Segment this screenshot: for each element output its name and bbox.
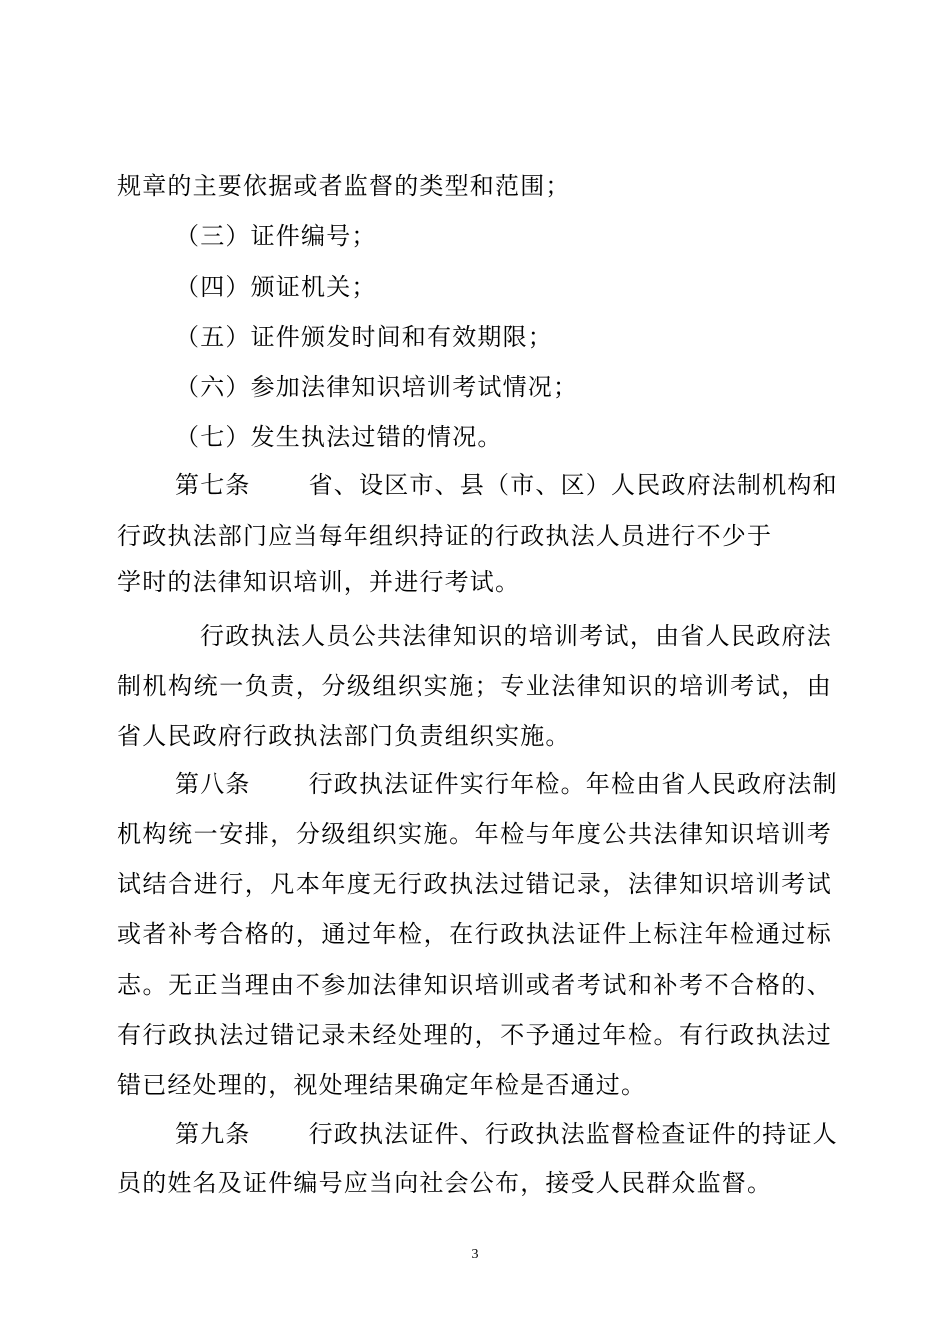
paragraph-line: 制机构统一负责，分级组织实施；专业法律知识的培训考试，由 bbox=[117, 672, 832, 700]
list-item: （三）证件编号； bbox=[175, 222, 377, 250]
paragraph-line: 志。无正当理由不参加法律知识培训或者考试和补考不合格的、 bbox=[117, 971, 832, 999]
list-item: （五）证件颁发时间和有效期限； bbox=[175, 323, 553, 351]
text-line: 行政执法部门应当每年组织持证的行政执法人员进行不少于 bbox=[117, 522, 773, 550]
article-seven-label: 第七条 bbox=[175, 471, 251, 499]
list-item: （七）发生执法过错的情况。 bbox=[175, 423, 503, 451]
text-line: 学时的法律知识培训，并进行考试。 bbox=[117, 568, 521, 596]
page-number: 3 bbox=[471, 1247, 479, 1262]
paragraph-line: 错已经处理的，视处理结果确定年检是否通过。 bbox=[117, 1071, 647, 1099]
paragraph-line: 员的姓名及证件编号应当向社会公布，接受人民群众监督。 bbox=[117, 1169, 773, 1197]
text-line: 规章的主要依据或者监督的类型和范围； bbox=[117, 172, 571, 200]
article-nine-line bbox=[175, 1119, 838, 1149]
list-item: （四）颁证机关； bbox=[175, 273, 377, 301]
article-eight-line bbox=[175, 769, 838, 799]
paragraph-line: 有行政执法过错记录未经处理的，不予通过年检。有行政执法过 bbox=[117, 1021, 832, 1049]
text-segment: 省、设区市、县（市、区）人民政府法制机构和 bbox=[308, 471, 838, 499]
article-eight-label: 第八条 bbox=[175, 770, 251, 798]
paragraph-line: 省人民政府行政执法部门负责组织实施。 bbox=[117, 722, 571, 750]
paragraph-line: 机构统一安排，分级组织实施。年检与年度公共法律知识培训考 bbox=[117, 820, 832, 848]
article-nine-label: 第九条 bbox=[175, 1120, 251, 1148]
paragraph-line: 试结合进行，凡本年度无行政执法过错记录，法律知识培训考试 bbox=[117, 870, 832, 898]
text-segment: 行政执法证件、行政执法监督检查证件的持证人 bbox=[308, 1120, 838, 1148]
paragraph-line: 或者补考合格的，通过年检，在行政执法证件上标注年检通过标 bbox=[117, 920, 832, 948]
text-segment: 行政执法证件实行年检。年检由省人民政府法制 bbox=[308, 770, 838, 798]
list-item: （六）参加法律知识培训考试情况； bbox=[175, 373, 579, 401]
article-seven-line bbox=[175, 470, 838, 500]
paragraph-line: 行政执法人员公共法律知识的培训考试，由省人民政府法 bbox=[200, 622, 832, 650]
